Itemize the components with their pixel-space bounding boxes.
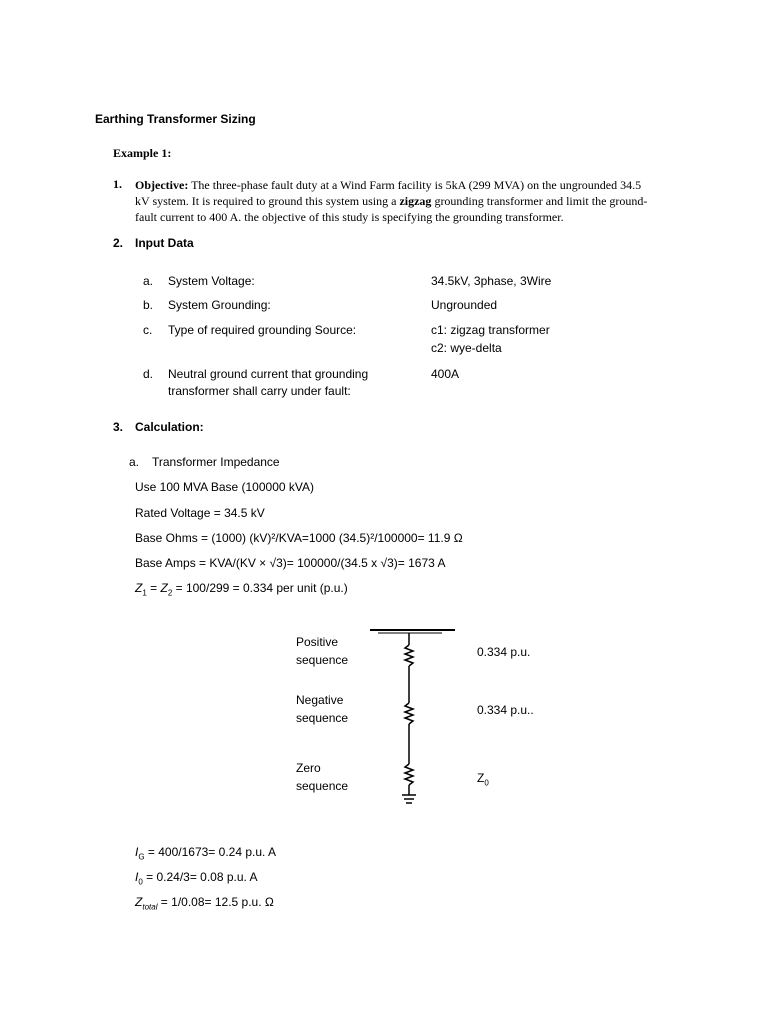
z2-subscript: 2 xyxy=(167,588,173,598)
input-item-c-value: c1: zigzag transformer xyxy=(431,323,550,337)
zero-sequence-value xyxy=(477,771,489,787)
input-item-a-value: 34.5kV, 3phase, 3Wire xyxy=(431,274,552,288)
objective-text-a: The three-phase fault duty at a Wind Farm facility is 5kA (299 MVA) on the ungrounded 34.5 xyxy=(188,178,642,192)
input-item-c-label: Type of required grounding Source: xyxy=(168,323,357,337)
result-i0 xyxy=(135,870,258,886)
document-title: Earthing Transformer Sizing xyxy=(95,112,256,126)
objective-text-b: kV system. It is required to ground this system using a xyxy=(135,194,400,208)
transformer-impedance-heading: Transformer Impedance xyxy=(152,455,280,469)
input-item-d-value: 400A xyxy=(431,367,460,381)
section-1-number: 1. xyxy=(113,177,122,191)
negative-sequence-label-2: sequence xyxy=(296,711,349,725)
section-3-number: 3. xyxy=(113,420,124,434)
positive-sequence-label-1: Positive xyxy=(296,635,339,649)
section-2-number: 2. xyxy=(113,236,124,250)
z-equals: = xyxy=(146,581,161,595)
ztotal-rest: = 1/0.08= 12.5 p.u. Ω xyxy=(157,895,274,909)
zero-sequence-label-1: Zero xyxy=(296,761,321,775)
objective-text-d: fault current to 400 A. the objective of this study is specifying the grounding transformer. xyxy=(135,210,564,224)
positive-sequence-label-2: sequence xyxy=(296,653,349,667)
input-item-b-value: Ungrounded xyxy=(431,298,498,312)
input-item-b-letter: b. xyxy=(143,298,154,312)
input-item-d-label-2: transformer shall carry under fault: xyxy=(168,384,351,398)
z1-subscript: 1 xyxy=(142,588,147,598)
positive-sequence-resistor xyxy=(405,645,413,666)
negative-sequence-label-1: Negative xyxy=(296,693,344,707)
calc-line-rated-voltage: Rated Voltage = 34.5 kV xyxy=(135,506,265,520)
calc-line-base-amps: Base Amps = KVA/(KV × √3)= 100000/(34.5 x √3)= 1673 A xyxy=(135,556,446,570)
positive-sequence-value: 0.334 p.u. xyxy=(477,645,531,659)
objective-bold-word: zigzag xyxy=(399,194,432,208)
calc-line-base-ohms: Base Ohms = (1000) (kV)²/KVA=1000 (34.5)²/100000= 11.9 Ω xyxy=(135,531,463,545)
input-item-a-label: System Voltage: xyxy=(168,274,255,288)
calc-line-base: Use 100 MVA Base (100000 kVA) xyxy=(135,480,314,494)
input-data-heading: Input Data xyxy=(135,236,194,250)
example-heading: Example 1: xyxy=(113,146,172,160)
calculation-heading: Calculation: xyxy=(135,420,204,434)
input-item-c-value-2: c2: wye-delta xyxy=(431,341,502,355)
ig-symbol: I xyxy=(135,845,139,859)
input-item-b-label: System Grounding: xyxy=(168,298,271,312)
zero-sequence-value-sub: 0 xyxy=(484,778,489,788)
ztotal-subscript: total xyxy=(142,902,158,912)
negative-sequence-value: 0.334 p.u.. xyxy=(477,703,534,717)
zero-sequence-label-2: sequence xyxy=(296,779,349,793)
ztotal-symbol: Z xyxy=(135,895,143,909)
zero-sequence-value-main: Z xyxy=(477,771,485,785)
input-item-d-letter: d. xyxy=(143,367,154,381)
i0-subscript: 0 xyxy=(138,877,143,887)
ig-rest: = 400/1673= 0.24 p.u. A xyxy=(144,845,277,859)
input-item-d-label: Neutral ground current that grounding xyxy=(168,367,369,381)
z2-symbol: Z xyxy=(160,581,168,595)
zero-sequence-resistor xyxy=(405,764,413,785)
ig-subscript: G xyxy=(138,852,145,862)
i0-symbol: I xyxy=(135,870,139,884)
z1-symbol: Z xyxy=(135,581,143,595)
objective-label: Objective: xyxy=(135,178,189,192)
result-ztotal xyxy=(135,895,274,911)
z-line-rest: = 100/299 = 0.334 per unit (p.u.) xyxy=(172,581,348,595)
negative-sequence-resistor xyxy=(405,703,413,724)
calc-sub-letter: a. xyxy=(129,455,140,469)
input-item-c-letter: c. xyxy=(143,323,153,337)
objective-text-c: grounding transformer and limit the ground- xyxy=(431,194,648,208)
i0-rest: = 0.24/3= 0.08 p.u. A xyxy=(142,870,258,884)
input-item-a-letter: a. xyxy=(143,274,154,288)
result-ig xyxy=(135,845,276,861)
